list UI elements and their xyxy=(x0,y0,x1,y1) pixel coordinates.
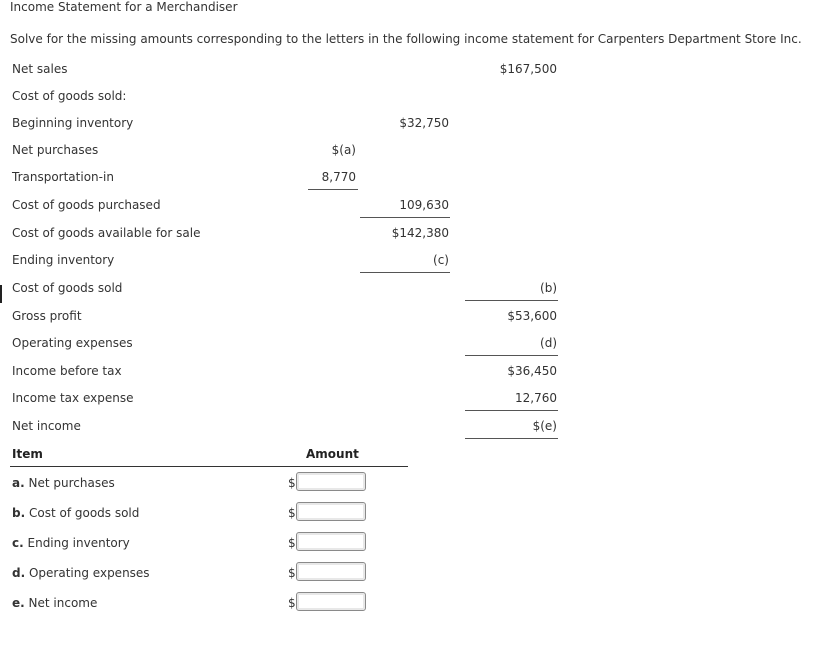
answer-row-e-label: Net income xyxy=(28,596,98,610)
page-title: Income Statement for a Merchandiser xyxy=(10,0,238,14)
transportation-in-underline xyxy=(308,189,358,190)
net-income-label: Net income xyxy=(12,419,81,433)
answer-row-c-dollar: $ xyxy=(288,536,296,550)
answer-row-c xyxy=(12,536,130,550)
cost-goods-sold-underline xyxy=(465,300,558,301)
operating-expenses-input[interactable] xyxy=(296,562,366,581)
cost-goods-sold-amount: (b) xyxy=(540,281,557,295)
cost-goods-sold-label: Cost of goods sold xyxy=(12,281,123,295)
ending-inventory-label: Ending inventory xyxy=(12,253,115,267)
income-tax-expense-underline xyxy=(465,410,558,411)
net-income-amount: $(e) xyxy=(532,419,557,433)
answer-row-d-label: Operating expenses xyxy=(28,566,150,580)
cost-goods-purchased-underline xyxy=(360,217,450,218)
net-purchases-label: Net purchases xyxy=(12,143,99,157)
net-sales-amount: $167,500 xyxy=(499,62,557,76)
income-before-tax-label: Income before tax xyxy=(12,364,122,378)
answer-row-e xyxy=(12,596,97,610)
answer-row-a-letter: a. xyxy=(12,476,25,490)
beginning-inventory-amount: $32,750 xyxy=(399,116,449,130)
answer-table-header-item: Item xyxy=(12,447,43,461)
answer-row-b-label: Cost of goods sold xyxy=(28,506,140,520)
answer-row-e-letter: e. xyxy=(12,596,25,610)
beginning-inventory-label: Beginning inventory xyxy=(12,116,134,130)
net-income-underline xyxy=(465,438,558,439)
answer-table-header-rule xyxy=(10,466,408,467)
net-purchases-amount: $(a) xyxy=(331,143,356,157)
cost-goods-purchased-label: Cost of goods purchased xyxy=(12,198,161,212)
answer-row-a-label: Net purchases xyxy=(28,476,115,490)
answer-table-header-amount: Amount xyxy=(306,447,359,461)
operating-expenses-underline xyxy=(465,355,558,356)
income-before-tax-amount: $36,450 xyxy=(507,364,557,378)
instructions-text: Solve for the missing amounts corresponding to the letters in the following income statement for Carpenters Department Store Inc. xyxy=(10,32,802,46)
row-marker xyxy=(0,285,2,303)
income-tax-expense-amount: 12,760 xyxy=(515,391,557,405)
operating-expenses-label: Operating expenses xyxy=(12,336,133,350)
gross-profit-amount: $53,600 xyxy=(507,309,557,323)
cogs-header-label: Cost of goods sold: xyxy=(12,89,127,103)
answer-row-c-label: Ending inventory xyxy=(27,536,130,550)
answer-row-e-dollar: $ xyxy=(288,596,296,610)
answer-row-a xyxy=(12,476,115,490)
answer-row-a-dollar: $ xyxy=(288,476,296,490)
answer-row-b xyxy=(12,506,139,520)
ending-inventory-amount: (c) xyxy=(433,253,449,267)
cost-goods-available-amount: $142,380 xyxy=(391,226,449,240)
income-tax-expense-label: Income tax expense xyxy=(12,391,134,405)
cost-goods-available-label: Cost of goods available for sale xyxy=(12,226,201,240)
ending-inventory-input[interactable] xyxy=(296,532,366,551)
ending-inventory-underline xyxy=(360,272,450,273)
net-income-input[interactable] xyxy=(296,592,366,611)
answer-row-d-dollar: $ xyxy=(288,566,296,580)
answer-row-b-dollar: $ xyxy=(288,506,296,520)
transportation-in-amount: 8,770 xyxy=(321,170,356,184)
answer-row-d-letter: d. xyxy=(12,566,26,580)
answer-row-c-letter: c. xyxy=(12,536,24,550)
answer-row-b-letter: b. xyxy=(12,506,26,520)
operating-expenses-amount: (d) xyxy=(540,336,557,350)
cost-goods-purchased-amount: 109,630 xyxy=(399,198,449,212)
transportation-in-label: Transportation-in xyxy=(12,170,114,184)
net-purchases-input[interactable] xyxy=(296,472,366,491)
answer-row-d xyxy=(12,566,150,580)
net-sales-label: Net sales xyxy=(12,62,68,76)
cost-of-goods-sold-input[interactable] xyxy=(296,502,366,521)
gross-profit-label: Gross profit xyxy=(12,309,82,323)
